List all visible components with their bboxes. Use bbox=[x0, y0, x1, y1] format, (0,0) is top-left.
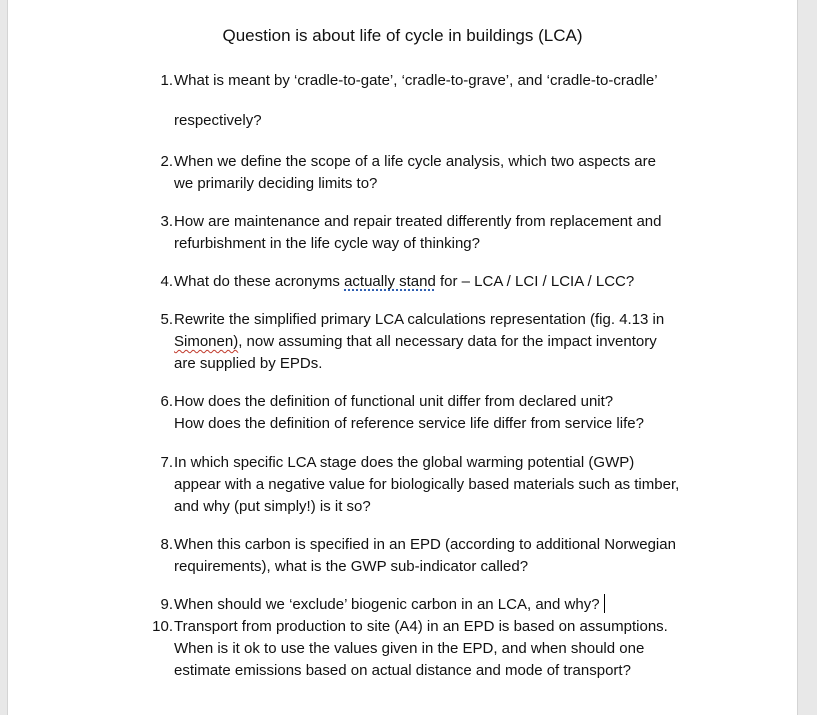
question-line: When we define the scope of a life cycle analysis, which two aspects are bbox=[174, 153, 656, 170]
question-line: How are maintenance and repair treated differently from replacement and bbox=[174, 213, 662, 230]
question-text-segment: , now assuming that all necessary data for the impact inventory bbox=[238, 333, 657, 350]
question-line: Rewrite the simplified primary LCA calculations representation (fig. 4.13 in bbox=[174, 311, 665, 328]
question-line: When this carbon is specified in an EPD (according to additional Norwegian bbox=[174, 536, 676, 553]
question-number: 2. bbox=[160, 153, 173, 170]
question-text bbox=[174, 452, 719, 518]
question-number: 6. bbox=[160, 393, 173, 410]
question-line: requirements), what is the GWP sub-indicator called? bbox=[174, 558, 529, 575]
question-text bbox=[174, 70, 719, 132]
question-line: respectively? bbox=[174, 112, 262, 129]
question-number: 9. bbox=[160, 596, 173, 613]
question-line: refurbishment in the life cycle way of thinking? bbox=[174, 235, 480, 252]
question-line: In which specific LCA stage does the global warming potential (GWP) bbox=[174, 454, 635, 471]
document-title: Question is about life of cycle in buildings (LCA) bbox=[222, 26, 583, 45]
question-text bbox=[174, 534, 719, 578]
question-line: Transport from production to site (A4) in an EPD is based on assumptions. bbox=[174, 618, 668, 635]
question-number: 7. bbox=[160, 454, 173, 471]
question-number: 5. bbox=[160, 311, 173, 328]
question-line: estimate emissions based on actual distance and mode of transport? bbox=[174, 662, 631, 679]
question-line: we primarily deciding limits to? bbox=[174, 175, 378, 192]
text-cursor bbox=[604, 594, 605, 613]
question-line: How does the definition of functional unit differ from declared unit? bbox=[174, 393, 614, 410]
question-line bbox=[174, 331, 719, 353]
question-line: What is meant by ‘cradle-to-gate’, ‘cradle-to-grave’, and ‘cradle-to-cradle’ bbox=[174, 72, 658, 89]
spelling-flagged-text[interactable]: Simonen) bbox=[174, 333, 239, 350]
question-line bbox=[174, 271, 719, 293]
question-number: 10. bbox=[152, 618, 173, 635]
question-text bbox=[174, 594, 719, 616]
question-text bbox=[174, 151, 719, 195]
question-text bbox=[174, 211, 719, 255]
document-page[interactable] bbox=[7, 0, 798, 715]
question-line: and why (put simply!) is it so? bbox=[174, 498, 371, 515]
question-text-segment: When should we ‘exclude’ biogenic carbon in an LCA, and why? bbox=[174, 596, 600, 613]
question-text-segment: for – LCA / LCI / LCIA / LCC? bbox=[435, 273, 635, 290]
question-line: When is it ok to use the values given in the EPD, and when should one bbox=[174, 640, 645, 657]
question-number: 8. bbox=[160, 536, 173, 553]
question-text bbox=[174, 271, 719, 293]
question-text bbox=[174, 391, 719, 435]
question-number: 4. bbox=[160, 273, 173, 290]
question-line bbox=[174, 594, 719, 616]
question-text bbox=[174, 616, 719, 682]
question-number: 3. bbox=[160, 213, 173, 230]
question-number: 1. bbox=[160, 72, 173, 89]
question-line: How does the definition of reference service life differ from service life? bbox=[174, 415, 644, 432]
question-text bbox=[174, 309, 719, 375]
question-text-segment: What do these acronyms bbox=[174, 273, 345, 290]
question-line: are supplied by EPDs. bbox=[174, 355, 323, 372]
question-line: appear with a negative value for biologically based materials such as timber, bbox=[174, 476, 680, 493]
grammar-flagged-text[interactable]: actually stand bbox=[344, 273, 436, 290]
